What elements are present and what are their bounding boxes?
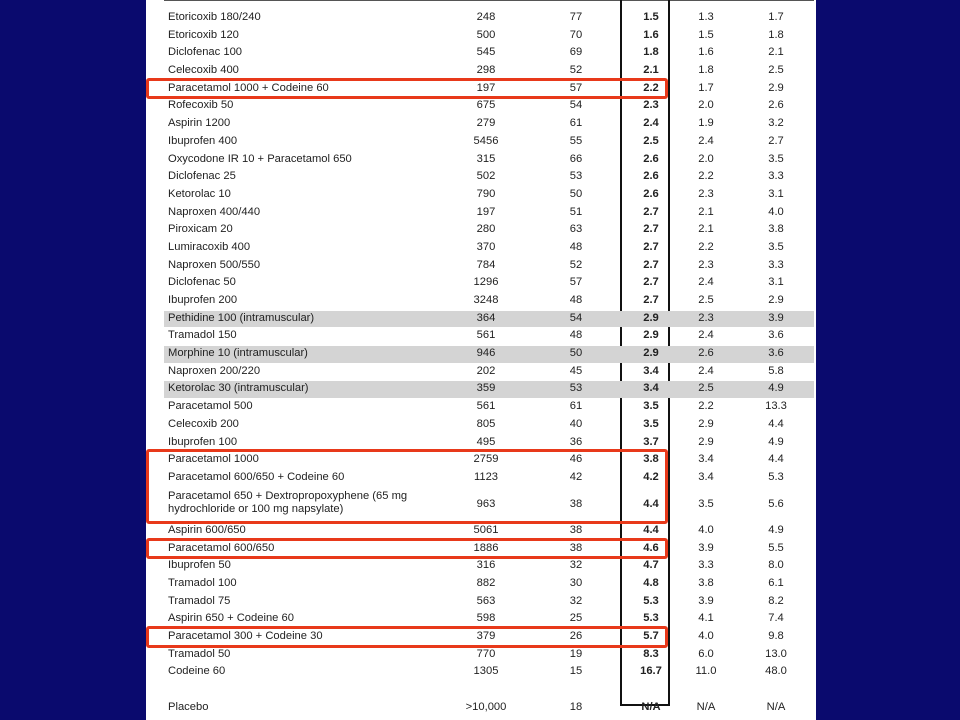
nnt-value: 1.6 xyxy=(643,28,659,41)
table-row xyxy=(146,186,816,204)
drug-name: Diclofenac 100 xyxy=(168,46,243,59)
drug-name: Tramadol 150 xyxy=(168,329,237,342)
drug-name: Paracetamol 1000 xyxy=(168,453,259,466)
ci-lower: 2.4 xyxy=(698,134,714,147)
percent-relief: 15 xyxy=(569,665,583,678)
nnt-value: 2.7 xyxy=(643,294,659,306)
ci-upper: N/A xyxy=(766,701,786,714)
table-row xyxy=(146,27,816,45)
drug-name: Ibuprofen 400 xyxy=(168,134,238,147)
table-row xyxy=(146,398,816,416)
ci-upper: 4.4 xyxy=(768,453,784,466)
ci-lower: 2.6 xyxy=(698,347,714,360)
ci-upper: 3.6 xyxy=(768,347,784,360)
ci-upper: 3.3 xyxy=(768,258,784,271)
percent-relief: 77 xyxy=(569,11,583,23)
drug-name: Morphine 10 (intramuscular) xyxy=(168,347,308,360)
patients-count: 882 xyxy=(476,577,496,590)
patients-count: 1296 xyxy=(473,276,499,289)
percent-relief: 38 xyxy=(569,541,583,554)
ci-lower: 1.8 xyxy=(698,64,714,77)
percent-relief: 32 xyxy=(569,594,583,607)
nnt-value: 2.2 xyxy=(643,81,659,94)
table-row xyxy=(146,327,816,345)
nnt-value: 4.4 xyxy=(643,497,659,510)
patients-count: 963 xyxy=(476,497,496,510)
percent-relief: 52 xyxy=(569,258,583,271)
table-row xyxy=(146,575,816,593)
patients-count: 197 xyxy=(476,205,496,218)
drug-name: Paracetamol 600/650 + Codeine 60 xyxy=(168,470,345,483)
nnt-value: 5.7 xyxy=(643,630,659,643)
ci-upper: 3.1 xyxy=(768,187,784,200)
ci-lower: 2.2 xyxy=(698,240,714,253)
patients-count: 561 xyxy=(476,329,496,342)
nnt-value: 2.6 xyxy=(643,152,659,165)
nnt-value: 2.9 xyxy=(643,329,659,342)
ci-lower: 2.2 xyxy=(698,400,714,413)
nnt-value: 3.5 xyxy=(643,417,659,430)
document-page xyxy=(146,0,816,720)
nnt-value: 2.5 xyxy=(643,134,659,147)
nnt-value: 2.7 xyxy=(643,240,659,253)
patients-count: 598 xyxy=(476,612,496,625)
ci-lower: 1.7 xyxy=(698,81,714,94)
nnt-value: 2.9 xyxy=(643,311,659,324)
patients-count: 1305 xyxy=(473,665,499,678)
table-row xyxy=(146,168,816,186)
table-row xyxy=(146,221,816,239)
drug-name: Lumiracoxib 400 xyxy=(168,240,251,253)
patients-count: 946 xyxy=(476,347,496,360)
nnt-value: 1.5 xyxy=(643,11,659,23)
drug-name: Rofecoxib 50 xyxy=(168,99,234,112)
patients-count: 2759 xyxy=(473,453,499,466)
drug-name: Naproxen 200/220 xyxy=(168,364,261,377)
highlight-box xyxy=(146,449,668,524)
patients-count: 359 xyxy=(476,382,496,395)
ci-lower: 3.3 xyxy=(698,559,714,572)
ci-lower: 6.0 xyxy=(698,647,714,660)
table-row xyxy=(146,416,816,434)
ci-lower: 2.0 xyxy=(698,152,714,165)
ci-lower: 4.0 xyxy=(698,523,714,536)
percent-relief: 61 xyxy=(569,117,583,130)
table-row xyxy=(146,345,816,363)
patients-count: 1886 xyxy=(473,541,499,554)
drug-name: Paracetamol 500 xyxy=(168,400,253,413)
drug-name: Ibuprofen 200 xyxy=(168,294,238,306)
nnt-value: 2.9 xyxy=(643,347,659,360)
ci-lower: 3.5 xyxy=(698,497,714,510)
ci-lower: 2.1 xyxy=(698,223,714,236)
drug-name: Codeine 60 xyxy=(168,665,226,678)
nnt-value: 2.7 xyxy=(643,276,659,289)
drug-name: Naproxen 400/440 xyxy=(168,205,261,218)
ci-upper: 2.9 xyxy=(768,81,784,94)
drug-name: Pethidine 100 (intramuscular) xyxy=(168,311,315,324)
ci-upper: 8.2 xyxy=(768,594,784,607)
highlight-box xyxy=(146,626,668,648)
percent-relief: 19 xyxy=(569,647,583,660)
drug-name: Paracetamol 650 + Dextropropoxyphene (65 mg hydrochloride or 100 mg napsylate) xyxy=(168,489,408,515)
percent-relief: 66 xyxy=(569,152,583,165)
ci-lower: 2.3 xyxy=(698,187,714,200)
ci-lower: 1.6 xyxy=(698,46,714,59)
ci-lower: 2.4 xyxy=(698,329,714,342)
ci-upper: 3.8 xyxy=(768,223,784,236)
drug-name: Ketorolac 10 xyxy=(168,187,231,200)
percent-relief: 36 xyxy=(569,435,583,448)
nnt-value: 2.3 xyxy=(643,99,659,112)
drug-name: Celecoxib 200 xyxy=(168,417,239,430)
ci-upper: 13.0 xyxy=(765,647,787,660)
patients-count: 280 xyxy=(476,223,496,236)
ci-lower: N/A xyxy=(696,701,716,714)
nnt-value: 3.4 xyxy=(643,364,659,377)
nnt-value: 4.8 xyxy=(643,577,659,590)
ci-upper: 4.4 xyxy=(768,417,784,430)
drug-name: Tramadol 100 xyxy=(168,577,237,590)
percent-relief: 46 xyxy=(569,453,583,466)
percent-relief: 25 xyxy=(569,612,583,625)
drug-name: Celecoxib 400 xyxy=(168,64,239,77)
percent-relief: 57 xyxy=(569,81,583,94)
ci-lower: 3.4 xyxy=(698,453,714,466)
ci-upper: 3.1 xyxy=(768,276,784,289)
patients-count: 364 xyxy=(476,311,496,324)
drug-name: Naproxen 500/550 xyxy=(168,258,261,271)
patients-count: 248 xyxy=(476,11,496,23)
table-row xyxy=(146,204,816,222)
patients-count: 502 xyxy=(476,170,496,183)
ci-upper: 1.8 xyxy=(768,28,784,41)
percent-relief: 55 xyxy=(569,134,583,147)
nnt-value: 2.7 xyxy=(643,258,659,271)
ci-lower: 2.4 xyxy=(698,364,714,377)
nnt-value: 16.7 xyxy=(640,665,662,678)
ci-upper: 4.9 xyxy=(768,435,784,448)
percent-relief: 61 xyxy=(569,400,583,413)
nnt-value: 4.6 xyxy=(643,541,659,554)
patients-count: 279 xyxy=(476,117,496,130)
percent-relief: 38 xyxy=(569,523,583,536)
ci-upper: 2.6 xyxy=(768,99,784,112)
drug-name: Piroxicam 20 xyxy=(168,223,233,236)
table-row xyxy=(146,44,816,62)
patients-count: 370 xyxy=(476,240,496,253)
drug-name: Aspirin 1200 xyxy=(168,117,231,130)
nnt-value: 2.7 xyxy=(643,205,659,218)
table-row xyxy=(146,239,816,257)
nnt-value: 4.7 xyxy=(643,559,659,572)
patients-count: 500 xyxy=(476,28,496,41)
nnt-value: 8.3 xyxy=(643,647,659,660)
table-row xyxy=(146,522,816,540)
ci-upper: 1.7 xyxy=(768,11,784,23)
nnt-value: 3.5 xyxy=(643,400,659,413)
ci-upper: 2.1 xyxy=(768,46,784,59)
table-row xyxy=(146,310,816,328)
percent-relief: 69 xyxy=(569,46,583,59)
drug-name: Etoricoxib 120 xyxy=(168,28,239,41)
drug-name: Diclofenac 25 xyxy=(168,170,236,183)
percent-relief: 51 xyxy=(569,205,583,218)
patients-count: 3248 xyxy=(473,294,499,306)
patients-count: 298 xyxy=(476,64,496,77)
patients-count: 790 xyxy=(476,187,496,200)
highlight-box xyxy=(146,78,668,100)
ci-upper: 9.8 xyxy=(768,630,784,643)
ci-upper: 2.7 xyxy=(768,134,784,147)
table-row xyxy=(146,257,816,275)
ci-upper: 3.5 xyxy=(768,152,784,165)
drug-name: Etoricoxib 180/240 xyxy=(168,11,261,23)
patients-count: >10,000 xyxy=(465,701,507,714)
percent-relief: 30 xyxy=(569,577,583,590)
ci-lower: 1.9 xyxy=(698,117,714,130)
nnt-value: N/A xyxy=(641,701,661,714)
nnt-value: 2.7 xyxy=(643,223,659,236)
table-row xyxy=(146,646,816,664)
ci-lower: 2.9 xyxy=(698,417,714,430)
table-row xyxy=(146,292,816,310)
ci-lower: 2.3 xyxy=(698,258,714,271)
ci-upper: 13.3 xyxy=(765,400,787,413)
ci-upper: 8.0 xyxy=(768,559,784,572)
table-row xyxy=(146,97,816,115)
percent-relief: 32 xyxy=(569,559,583,572)
ci-upper: 5.6 xyxy=(768,497,784,510)
table-row xyxy=(146,151,816,169)
drug-name: Oxycodone IR 10 + Paracetamol 650 xyxy=(168,152,352,165)
percent-relief: 57 xyxy=(569,276,583,289)
nnt-value: 5.3 xyxy=(643,612,659,625)
drug-name: Tramadol 75 xyxy=(168,594,231,607)
table-row xyxy=(146,115,816,133)
ci-upper: 5.8 xyxy=(768,364,784,377)
percent-relief: 42 xyxy=(569,470,583,483)
patients-count: 316 xyxy=(476,559,496,572)
table-row xyxy=(146,380,816,398)
nnt-value: 5.3 xyxy=(643,594,659,607)
nnt-value: 3.7 xyxy=(643,435,659,448)
patients-count: 5061 xyxy=(473,523,499,536)
percent-relief: 53 xyxy=(569,170,583,183)
percent-relief: 63 xyxy=(569,223,583,236)
patients-count: 675 xyxy=(476,99,496,112)
ci-lower: 2.5 xyxy=(698,382,714,395)
patients-count: 5456 xyxy=(473,134,499,147)
ci-lower: 1.3 xyxy=(698,11,714,23)
nnt-value: 4.2 xyxy=(643,470,659,483)
patients-count: 379 xyxy=(476,630,496,643)
drug-name: Ibuprofen 50 xyxy=(168,559,231,572)
ci-lower: 4.0 xyxy=(698,630,714,643)
nnt-value: 2.1 xyxy=(643,64,659,77)
drug-name: Aspirin 650 + Codeine 60 xyxy=(168,612,294,625)
ci-lower: 1.5 xyxy=(698,28,714,41)
table-row xyxy=(146,133,816,151)
ci-upper: 2.5 xyxy=(768,64,784,77)
percent-relief: 50 xyxy=(569,187,583,200)
ci-upper: 5.3 xyxy=(768,470,784,483)
nnt-value: 2.4 xyxy=(643,117,659,130)
ci-lower: 3.9 xyxy=(698,541,714,554)
patients-count: 561 xyxy=(476,400,496,413)
ci-upper: 5.5 xyxy=(768,541,784,554)
ci-lower: 2.5 xyxy=(698,294,714,306)
percent-relief: 50 xyxy=(569,347,583,360)
drug-name: Paracetamol 600/650 xyxy=(168,541,275,554)
drug-name: Placebo xyxy=(168,701,209,714)
nnt-table xyxy=(146,9,816,717)
ci-upper: 4.9 xyxy=(768,523,784,536)
ci-lower: 11.0 xyxy=(695,665,717,678)
ci-upper: 3.5 xyxy=(768,240,784,253)
percent-relief: 38 xyxy=(569,497,583,510)
row-spacer xyxy=(146,681,816,699)
nnt-value: 2.6 xyxy=(643,187,659,200)
table-row xyxy=(146,363,816,381)
patients-count: 563 xyxy=(476,594,496,607)
percent-relief: 48 xyxy=(569,329,583,342)
ci-lower: 2.3 xyxy=(698,311,714,324)
percent-relief: 53 xyxy=(569,382,583,395)
patients-count: 805 xyxy=(476,417,496,430)
drug-name: Aspirin 600/650 xyxy=(168,523,246,536)
percent-relief: 54 xyxy=(569,99,583,112)
ci-lower: 2.0 xyxy=(698,99,714,112)
ci-lower: 4.1 xyxy=(698,612,714,625)
patients-count: 495 xyxy=(476,435,496,448)
ci-lower: 2.2 xyxy=(698,170,714,183)
drug-name: Ibuprofen 100 xyxy=(168,435,238,448)
table-row xyxy=(146,557,816,575)
patients-count: 770 xyxy=(476,647,496,660)
percent-relief: 40 xyxy=(569,417,583,430)
top-rule xyxy=(164,0,814,1)
nnt-value: 1.8 xyxy=(643,46,659,59)
ci-lower: 2.1 xyxy=(698,205,714,218)
nnt-value: 4.4 xyxy=(643,523,659,536)
nnt-value: 3.4 xyxy=(643,382,659,395)
percent-relief: 48 xyxy=(569,294,583,306)
patients-count: 197 xyxy=(476,81,496,94)
nnt-value: 2.6 xyxy=(643,170,659,183)
patients-count: 545 xyxy=(476,46,496,59)
ci-upper: 7.4 xyxy=(768,612,784,625)
patients-count: 315 xyxy=(476,152,496,165)
ci-upper: 2.9 xyxy=(768,294,784,306)
drug-name: Diclofenac 50 xyxy=(168,276,236,289)
ci-upper: 3.9 xyxy=(768,311,784,324)
ci-upper: 48.0 xyxy=(765,665,787,678)
table-row xyxy=(146,274,816,292)
ci-upper: 4.9 xyxy=(768,382,784,395)
percent-relief: 18 xyxy=(569,701,583,714)
ci-lower: 2.4 xyxy=(698,276,714,289)
nnt-value: 3.8 xyxy=(643,453,659,466)
highlight-box xyxy=(146,538,668,560)
percent-relief: 26 xyxy=(569,630,583,643)
drug-name: Paracetamol 1000 + Codeine 60 xyxy=(168,81,329,94)
ci-upper: 3.2 xyxy=(768,117,784,130)
percent-relief: 52 xyxy=(569,64,583,77)
percent-relief: 54 xyxy=(569,311,583,324)
drug-name: Ketorolac 30 (intramuscular) xyxy=(168,382,309,395)
drug-name: Tramadol 50 xyxy=(168,647,231,660)
ci-upper: 6.1 xyxy=(768,577,784,590)
ci-upper: 3.6 xyxy=(768,329,784,342)
table-row xyxy=(146,663,816,681)
ci-upper: 3.3 xyxy=(768,170,784,183)
patients-count: 1123 xyxy=(473,470,499,483)
table-row xyxy=(146,699,816,717)
percent-relief: 70 xyxy=(569,28,583,41)
ci-lower: 3.9 xyxy=(698,594,714,607)
percent-relief: 45 xyxy=(569,364,583,377)
ci-lower: 3.8 xyxy=(698,577,714,590)
table-row xyxy=(146,9,816,27)
percent-relief: 48 xyxy=(569,240,583,253)
patients-count: 784 xyxy=(476,258,496,271)
patients-count: 202 xyxy=(476,364,496,377)
drug-name: Paracetamol 300 + Codeine 30 xyxy=(168,630,323,643)
ci-lower: 2.9 xyxy=(698,435,714,448)
table-row xyxy=(146,593,816,611)
ci-upper: 4.0 xyxy=(768,205,784,218)
ci-lower: 3.4 xyxy=(698,470,714,483)
